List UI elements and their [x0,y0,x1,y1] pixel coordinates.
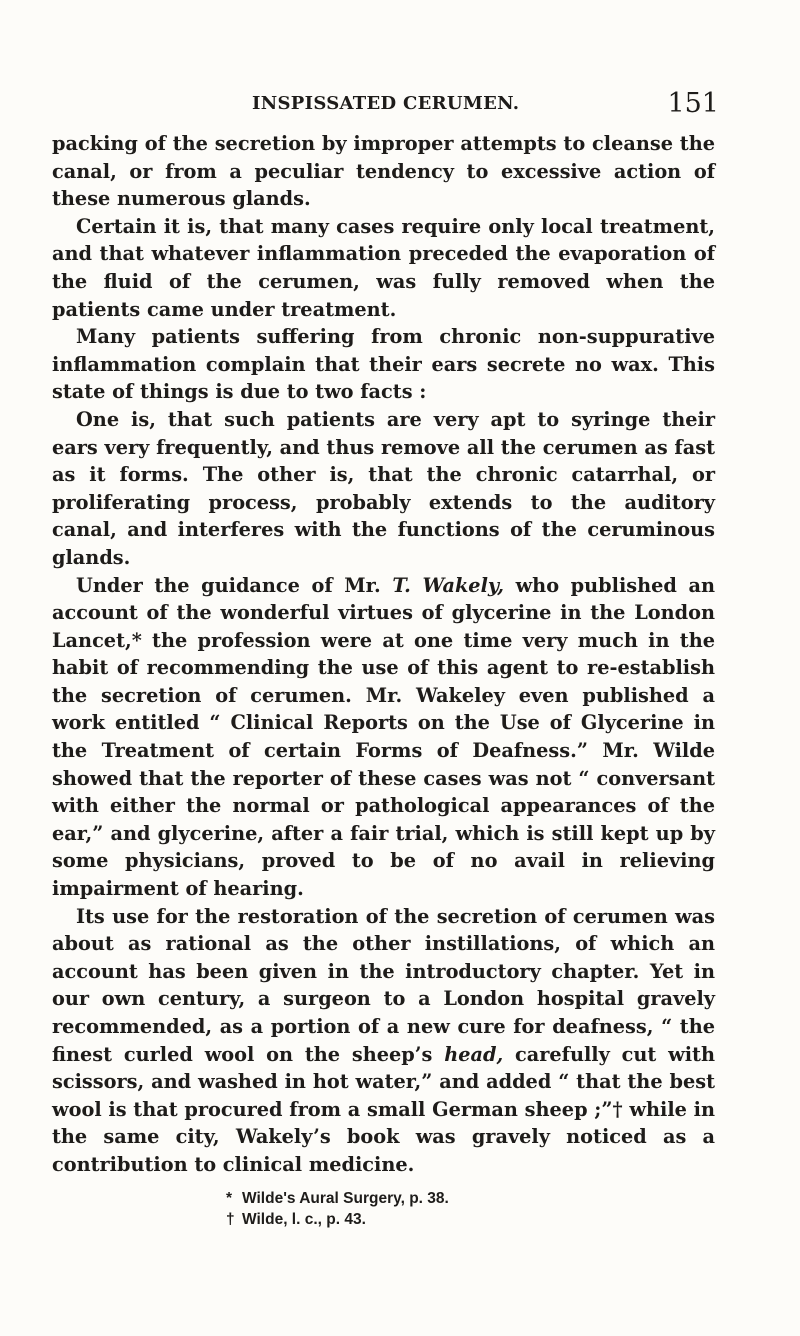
footnote-mark: * [226,1189,233,1207]
book-page [52,88,719,1230]
footnotes [52,1188,715,1230]
page-header [52,88,719,130]
footnote [226,1188,715,1209]
footnote-text: Wilde, l. c., p. 43. [242,1210,366,1228]
footnote-text: Wilde's Aural Surgery, p. 38. [242,1189,449,1207]
italic-name: T. Wakely, [392,573,504,597]
footnote [226,1209,715,1230]
paragraph: Under the guidance of Mr. T. Wakely, who published an account of the wonderful virtues of glycerine in the London Lancet,* the profession were at one time very much in the habit of recommending the use of this agent to re-establish the secretion of cerumen. Mr. Wakeley even published a work entitled “ Clinical Reports on the Use of Glycerine in the Treatment of certain Forms of Deafness.” Mr. Wilde showed that the reporter of these cases was not “ conversant with either the normal or pathological appearances of the ear,” and glycerine, after a fair trial, which is still kept up by some physicians, proved to be of no avail in relieving impairment of hearing. [52,573,716,901]
paragraph: One is, that such patients are very apt to syringe their ears very frequently, and thus remove all the cerumen as fast as it forms. The other is, that the chronic catarrhal, or proliferating process, probably extends to the auditory canal, and interferes with the functions of the ceruminous glands. [52,407,715,569]
paragraph: Its use for the restoration of the secretion of cerumen was about as rational as the other instillations, of which an account has been given in the introductory chapter. Yet in our own century, a surgeon to a London hospital gravely recommended, as a portion of a new cure for deafness, “ the finest curled wool on the sheep’s head, carefully cut with scissors, and washed in hot water,” and added “ that the best wool is that procured from a small German sheep ;”† while in the same city, Wakely’s book was gravely noticed as a contribution to clinical medicine. [52,904,715,1176]
page-number: 151 [667,88,719,119]
body-text [52,130,715,1179]
paragraph: Many patients suffering from chronic non-suppurative inflammation complain that their ears secrete no wax. This state of things is due to two facts : [52,325,715,404]
running-head: INSPISSATED CERUMEN. [252,93,520,114]
paragraph: Certain it is, that many cases require only local treatment, and that whatever inflammation preceded the evaporation of the fluid of the cerumen, was fully removed when the patients came under treatment. [52,214,715,321]
paragraph: packing of the secretion by improper attempts to cleanse the canal, or from a peculiar tendency to excessive action of these numerous glands. [52,132,715,211]
italic-word: head, [444,1042,504,1066]
footnote-mark: † [226,1210,235,1228]
